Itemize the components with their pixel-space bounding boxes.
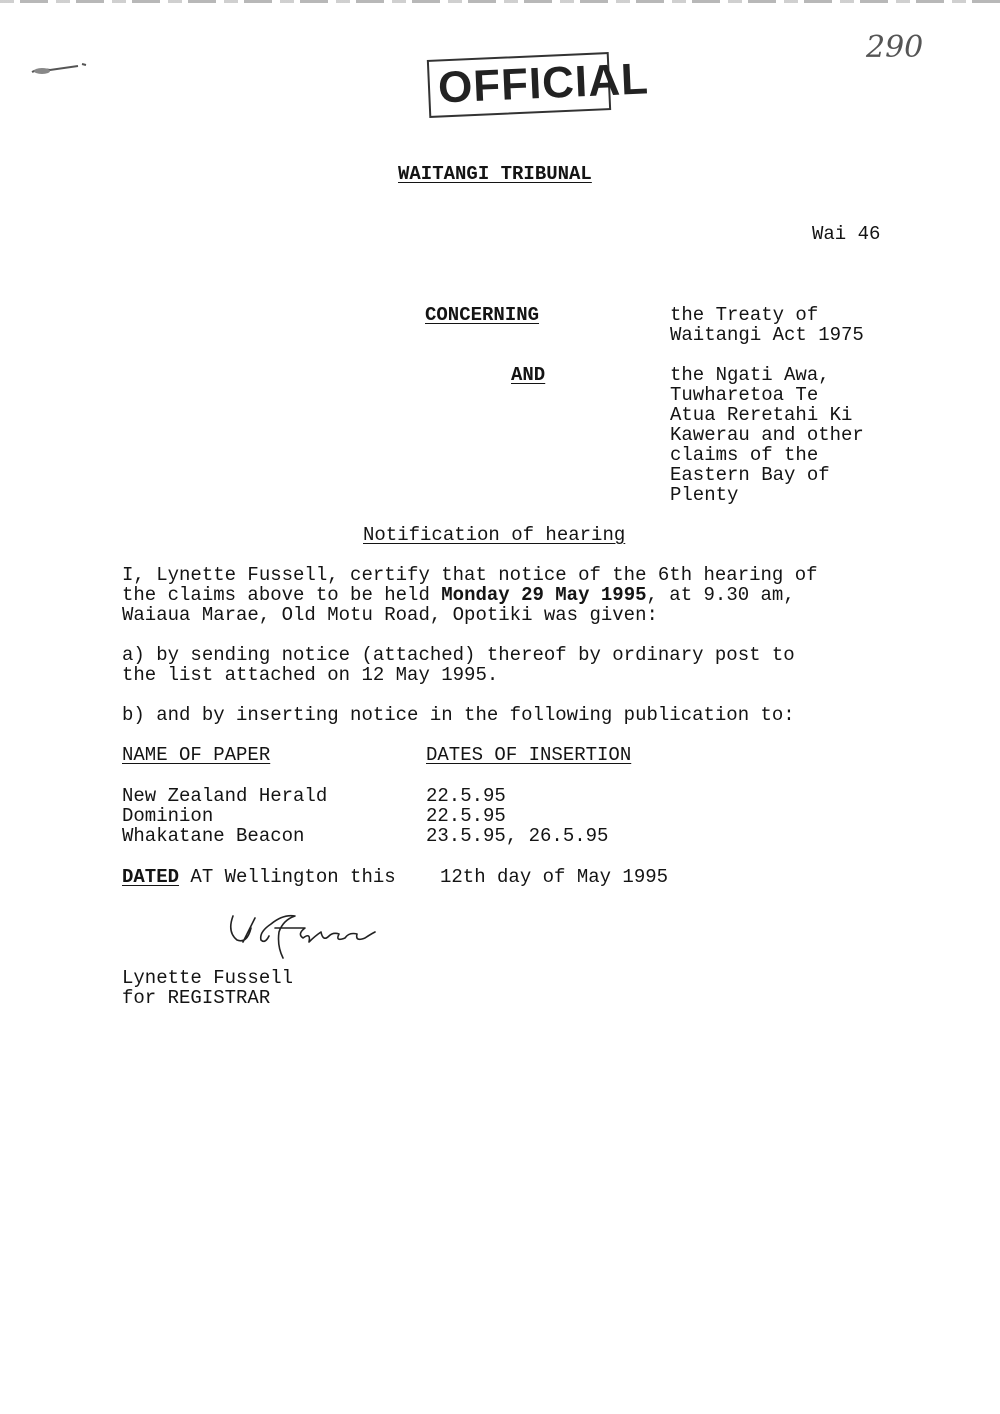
signatory-name: Lynette Fussell <box>122 967 294 989</box>
signature <box>225 898 395 968</box>
official-stamp <box>427 52 650 118</box>
wai-reference: Wai 46 <box>812 223 881 245</box>
item-a-line: a) by sending notice (attached) thereof by ordinary post to <box>122 644 795 666</box>
paragraph-line: Waiaua Marae, Old Motu Road, Opotiki was given: <box>122 604 658 626</box>
paragraph-text: , at 9.30 am, <box>646 584 795 606</box>
pen-mark <box>30 60 110 80</box>
and-line: the Ngati Awa, <box>670 364 830 386</box>
concerning-line: the Treaty of <box>670 304 819 326</box>
column-header-dates: DATES OF INSERTION <box>426 744 632 766</box>
concerning-line: Waitangi Act 1975 <box>670 324 864 346</box>
tribunal-title: WAITANGI TRIBUNAL <box>398 163 592 185</box>
and-line: Atua Reretahi Ki <box>670 404 853 426</box>
dated-date: 12th day of May 1995 <box>440 866 669 888</box>
and-line: Plenty <box>670 484 739 506</box>
and-line: Tuwharetoa Te <box>670 384 819 406</box>
column-header-paper: NAME OF PAPER <box>122 744 271 766</box>
and-label: AND <box>511 364 546 386</box>
insertion-date: 22.5.95 <box>426 805 506 827</box>
paragraph-text: the claims above to be held <box>122 584 442 606</box>
dated-place: AT Wellington this <box>179 866 396 888</box>
paper-name: New Zealand Herald <box>122 785 328 807</box>
dated-label: DATED <box>122 866 180 888</box>
paper-name: Dominion <box>122 805 214 827</box>
handwritten-page-number: 290 <box>866 30 924 65</box>
scan-edge-artifact <box>0 0 1000 3</box>
paper-name: Whakatane Beacon <box>122 825 305 847</box>
and-line: Kawerau and other <box>670 424 864 446</box>
and-line: claims of the <box>670 444 819 466</box>
item-a-line: the list attached on 12 May 1995. <box>122 664 499 686</box>
paragraph-line: I, Lynette Fussell, certify that notice of the 6th hearing of <box>122 564 818 586</box>
insertion-date: 22.5.95 <box>426 785 506 807</box>
hearing-date: Monday 29 May 1995 <box>441 584 647 606</box>
paragraph-line <box>122 585 795 605</box>
insertion-date: 23.5.95, 26.5.95 <box>426 825 609 847</box>
notification-heading: Notification of hearing <box>363 524 626 546</box>
dated-line <box>122 867 396 887</box>
and-line: Eastern Bay of <box>670 464 830 486</box>
concerning-label: CONCERNING <box>425 304 540 326</box>
item-b: b) and by inserting notice in the following publication to: <box>122 704 795 726</box>
signatory-role: for REGISTRAR <box>122 987 271 1009</box>
stamp-text: OFFICIAL <box>436 54 650 113</box>
